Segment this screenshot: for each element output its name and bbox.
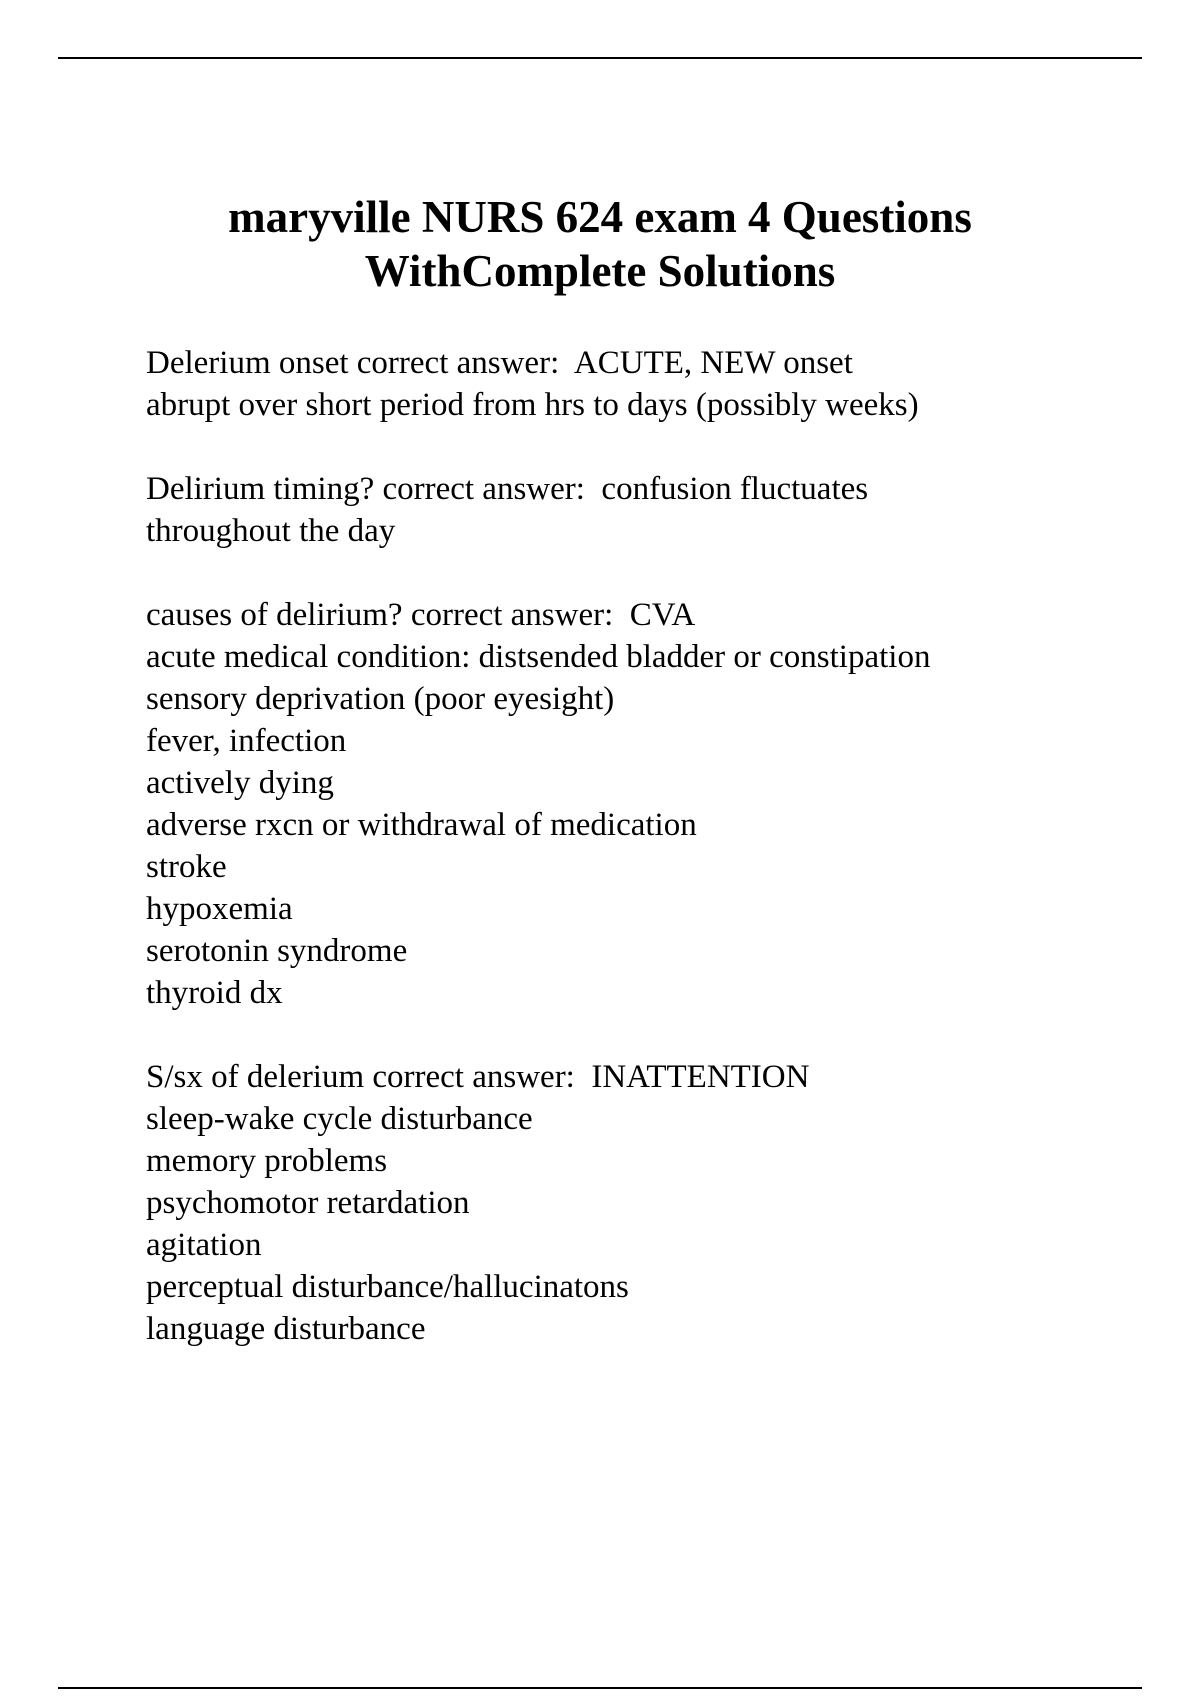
qa-entry-delirium-timing xyxy=(146,468,1126,552)
qa-entry-causes-of-delirium xyxy=(146,594,1126,1014)
entry-line: acute medical condition: distsended bladder or constipation xyxy=(146,639,931,675)
entry-line: Delirium timing? correct answer: confusion fluctuates xyxy=(146,471,869,507)
entry-line: psychomotor retardation xyxy=(146,1185,470,1221)
qa-entry-signs-symptoms xyxy=(146,1056,1126,1350)
entry-line: hypoxemia xyxy=(146,891,293,927)
entry-line: Delerium onset correct answer: ACUTE, NEW onset xyxy=(146,345,853,381)
document-body xyxy=(146,342,1126,1392)
entry-line: memory problems xyxy=(146,1143,388,1179)
entry-line: S/sx of delerium correct answer: INATTENTION xyxy=(146,1059,810,1095)
entry-line: actively dying xyxy=(146,765,334,801)
entry-line: thyroid dx xyxy=(146,975,283,1011)
entry-line: sensory deprivation (poor eyesight) xyxy=(146,681,615,717)
entry-line: fever, infection xyxy=(146,723,347,759)
entry-line: serotonin syndrome xyxy=(146,933,408,969)
entry-line: adverse rxcn or withdrawal of medication xyxy=(146,807,697,843)
entry-line: sleep-wake cycle disturbance xyxy=(146,1101,533,1137)
entry-line: perceptual disturbance/hallucinatons xyxy=(146,1269,629,1305)
footer-rule xyxy=(58,1687,1142,1689)
entry-line: stroke xyxy=(146,849,227,885)
header-rule xyxy=(58,57,1142,59)
entry-line: agitation xyxy=(146,1227,262,1263)
entry-line: abrupt over short period from hrs to days (possibly weeks) xyxy=(146,387,919,423)
entry-line: language disturbance xyxy=(146,1311,426,1347)
qa-entry-delirium-onset xyxy=(146,342,1126,426)
title-line: WithComplete Solutions xyxy=(364,246,836,296)
document-title xyxy=(100,190,1100,298)
title-line: maryville NURS 624 exam 4 Questions xyxy=(228,192,972,242)
entry-line: causes of delirium? correct answer: CVA xyxy=(146,597,696,633)
entry-line: throughout the day xyxy=(146,513,396,549)
